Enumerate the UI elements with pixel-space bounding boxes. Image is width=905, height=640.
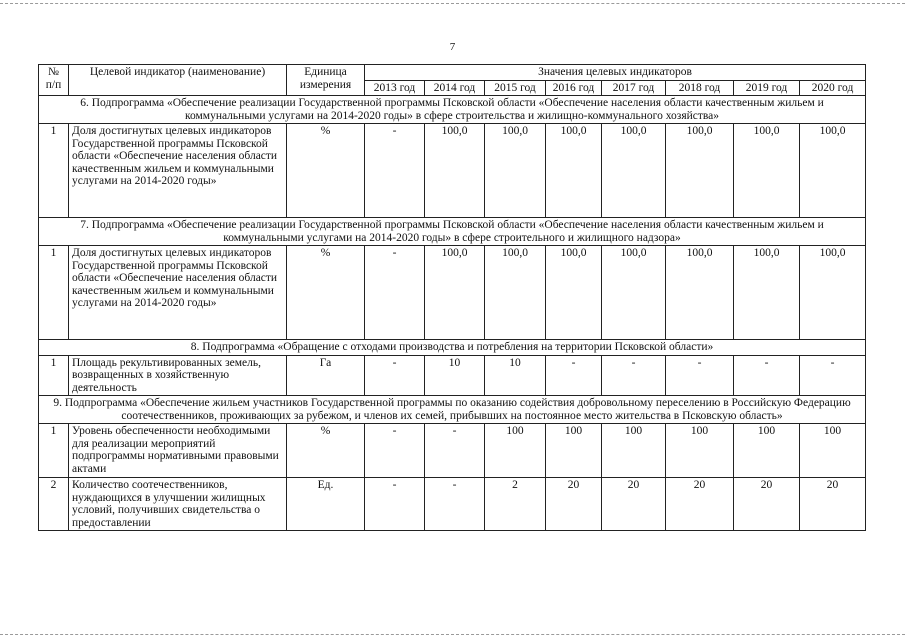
row-value: 100,0: [800, 246, 866, 340]
row-value: 100,0: [485, 124, 546, 218]
row-value: 20: [546, 478, 602, 531]
page-bottom-edge: [0, 634, 905, 635]
row-value: -: [800, 355, 866, 396]
row-indicator-name: Количество соотечественников, нуждающихся в улучшении жилищных условий, получивших свидетельства о предоставлении: [69, 478, 287, 531]
section-row: [39, 96, 866, 124]
row-indicator-name: Уровень обеспеченности необходимыми для реализации мероприятий подпрограммы нормативными правовыми актами: [69, 424, 287, 478]
row-num: 1: [39, 246, 69, 340]
row-unit: %: [287, 124, 365, 218]
section-title: 7. Подпрограмма «Обеспечение реализации Государственной программы Псковской области «Обеспечение населения области качественным жильем и коммунальными услугами на 2014-2020 годы» в сфере строительного и жилищного надзора»: [39, 218, 866, 246]
table-header: [39, 65, 866, 96]
target-indicators-table: [38, 64, 866, 531]
row-value: -: [546, 355, 602, 396]
row-value: 100,0: [546, 124, 602, 218]
row-value: 100: [546, 424, 602, 478]
row-unit: Ед.: [287, 478, 365, 531]
row-value: 100: [602, 424, 666, 478]
header-year: 2019 год: [734, 80, 800, 96]
row-num: 1: [39, 124, 69, 218]
row-value: -: [365, 424, 425, 478]
header-year: 2017 год: [602, 80, 666, 96]
row-indicator-name: Доля достигнутых целевых индикаторов Государственной программы Псковской области «Обеспечение населения области качественным жильем и коммунальными услугами на 2014-2020 годы»: [69, 124, 287, 218]
row-value: -: [365, 246, 425, 340]
row-indicator-name: Площадь рекультивированных земель, возвращенных в хозяйственную деятельность: [69, 355, 287, 396]
page-top-edge: [0, 3, 905, 4]
section-title: 9. Подпрограмма «Обеспечение жильем участников Государственной программы по оказанию содействия добровольному переселению в Российскую Федерацию соотечественников, проживающих за рубежом, и членов их семей, прибывших на постоянное место жительства в Псковскую область»: [39, 396, 866, 424]
row-value: -: [365, 124, 425, 218]
section-title: 6. Подпрограмма «Обеспечение реализации Государственной программы Псковской области «Обеспечение населения области качественным жильем и коммунальными услугами на 2014-2020 годы» в сфере строительства и жилищно-коммунального хозяйства»: [39, 96, 866, 124]
row-value: 100,0: [425, 124, 485, 218]
page-number: 7: [449, 41, 456, 53]
row-value: 20: [734, 478, 800, 531]
header-year: 2013 год: [365, 80, 425, 96]
row-value: 100,0: [485, 246, 546, 340]
row-value: -: [734, 355, 800, 396]
section-row: [39, 218, 866, 246]
row-unit: Га: [287, 355, 365, 396]
section-row: [39, 396, 866, 424]
row-value: 100: [734, 424, 800, 478]
row-value: 100,0: [425, 246, 485, 340]
header-year: 2018 год: [666, 80, 734, 96]
header-values-group: Значения целевых индикаторов: [365, 65, 866, 81]
row-value: -: [365, 478, 425, 531]
section-title: 8. Подпрограмма «Обращение с отходами производства и потребления на территории Псковской области»: [39, 340, 866, 356]
row-value: -: [365, 355, 425, 396]
row-value: 100,0: [602, 124, 666, 218]
table-row: [39, 355, 866, 396]
row-value: 100: [485, 424, 546, 478]
row-value: 10: [485, 355, 546, 396]
row-value: 100: [666, 424, 734, 478]
row-value: 100: [800, 424, 866, 478]
table-row: [39, 424, 866, 478]
row-value: -: [602, 355, 666, 396]
row-num: 1: [39, 355, 69, 396]
row-value: 2: [485, 478, 546, 531]
row-value: 100,0: [666, 246, 734, 340]
header-year: 2014 год: [425, 80, 485, 96]
row-value: 20: [602, 478, 666, 531]
table-row: [39, 124, 866, 218]
header-year: 2016 год: [546, 80, 602, 96]
row-value: -: [666, 355, 734, 396]
row-unit: %: [287, 246, 365, 340]
row-num: 2: [39, 478, 69, 531]
row-value: 100,0: [734, 124, 800, 218]
row-unit: %: [287, 424, 365, 478]
row-value: -: [425, 478, 485, 531]
table-row: [39, 478, 866, 531]
row-value: 20: [666, 478, 734, 531]
row-value: 100,0: [800, 124, 866, 218]
row-value: 100,0: [666, 124, 734, 218]
row-value: 10: [425, 355, 485, 396]
row-value: 100,0: [546, 246, 602, 340]
header-indicator: Целевой индикатор (наименование): [69, 65, 287, 96]
row-indicator-name: Доля достигнутых целевых индикаторов Государственной программы Псковской области «Обеспечение населения области качественным жильем и коммунальными услугами на 2014-2020 годы»: [69, 246, 287, 340]
row-num: 1: [39, 424, 69, 478]
row-value: -: [425, 424, 485, 478]
header-num: № п/п: [39, 65, 69, 96]
header-year: 2015 год: [485, 80, 546, 96]
row-value: 100,0: [602, 246, 666, 340]
table-row: [39, 246, 866, 340]
row-value: 100,0: [734, 246, 800, 340]
header-unit: Единица измерения: [287, 65, 365, 96]
row-value: 20: [800, 478, 866, 531]
header-year: 2020 год: [800, 80, 866, 96]
section-row: [39, 340, 866, 356]
